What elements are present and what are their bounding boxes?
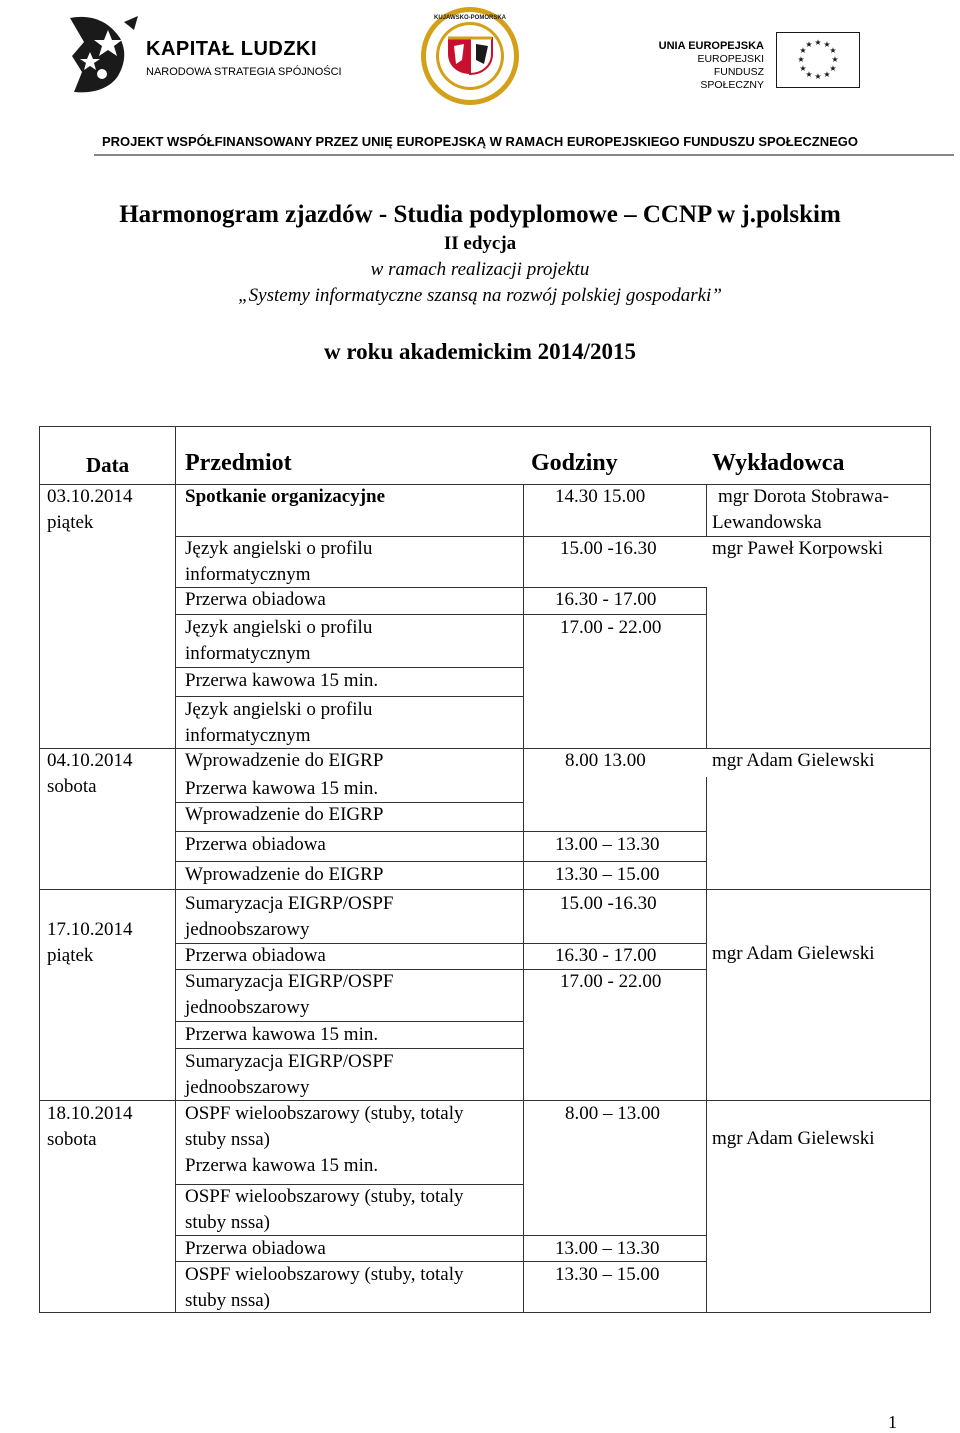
lecturer-name: mgr Dorota Stobrawa- (718, 486, 889, 507)
row-separator (175, 802, 523, 803)
day-separator (39, 748, 931, 749)
svg-text:★: ★ (823, 70, 831, 79)
row-subject: Przerwa kawowa 15 min. (185, 778, 379, 799)
row-subject-cont: informatycznym (185, 564, 311, 585)
row-subject-cont: stuby nssa) (185, 1290, 270, 1311)
column-divider (706, 777, 707, 889)
row-subject: Przerwa kawowa 15 min. (185, 670, 379, 691)
academic-year: w roku akademickim 2014/2015 (323, 339, 637, 364)
row-subject: Przerwa kawowa 15 min. (185, 1024, 379, 1045)
lecturer-name: mgr Adam Gielewski (712, 750, 875, 771)
row-subject-cont: stuby nssa) (185, 1212, 270, 1233)
eu-name: UNIA EUROPEJSKA (658, 40, 764, 52)
column-divider (523, 536, 524, 748)
lecturer-name-cont: Lewandowska (712, 512, 822, 533)
row-separator (175, 1184, 523, 1185)
header-subject: Przedmiot (185, 450, 292, 476)
svg-text:★: ★ (829, 64, 837, 73)
kapital-ludzki-subtitle: NARODOWA STRATEGIA SPÓJNOŚCI (146, 66, 342, 78)
document-title: Harmonogram zjazdów - Studia podyplomowe – CCNP w j.polskim (119, 201, 841, 228)
svg-text:KUJAWSKO-POMORSKA: KUJAWSKO-POMORSKA (433, 15, 507, 21)
lecturer-name: mgr Adam Gielewski (712, 1128, 875, 1149)
row-hours: 13.00 – 13.30 (555, 834, 660, 855)
row-subject: Przerwa obiadowa (185, 834, 326, 855)
row-subject: Przerwa obiadowa (185, 589, 326, 610)
row-separator (175, 1261, 706, 1262)
kapital-ludzki-logo (68, 12, 340, 98)
day-weekday: piątek (47, 512, 94, 533)
row-hours: 16.30 - 17.00 (555, 589, 657, 610)
svg-text:★: ★ (799, 64, 807, 73)
row-hours: 13.30 – 15.00 (555, 1264, 660, 1285)
header-divider (94, 154, 954, 156)
svg-text:★: ★ (799, 46, 807, 55)
row-hours: 14.30 15.00 (555, 486, 646, 507)
row-subject: Język angielski o profilu (185, 538, 373, 559)
svg-text:★: ★ (829, 46, 837, 55)
svg-text:★: ★ (814, 38, 822, 47)
row-subject: Język angielski o profilu (185, 617, 373, 638)
day-date: 17.10.2014 (47, 919, 133, 940)
row-separator (175, 831, 706, 832)
row-subject: OSPF wieloobszarowy (stuby, totaly (185, 1264, 464, 1285)
row-separator (175, 587, 706, 588)
row-subject: Wprowadzenie do EIGRP (185, 864, 384, 885)
row-hours: 13.30 – 15.00 (555, 864, 660, 885)
row-hours: 17.00 - 22.00 (560, 971, 662, 992)
column-divider (523, 748, 524, 889)
day-separator (39, 1100, 931, 1101)
edition-label: II edycja (443, 233, 517, 254)
column-divider (523, 484, 524, 536)
kapital-ludzki-title: KAPITAŁ LUDZKI (146, 38, 318, 60)
row-hours: 16.30 - 17.00 (555, 945, 657, 966)
row-subject: Sumaryzacja EIGRP/OSPF (185, 893, 394, 914)
eu-fund-line2: FUNDUSZ SPOŁECZNY (700, 66, 764, 91)
row-subject-cont: jednoobszarowy (185, 919, 310, 940)
eu-fund-line1: EUROPEJSKI (697, 53, 764, 65)
row-subject: Sumaryzacja EIGRP/OSPF (185, 971, 394, 992)
row-subject-cont: stuby nssa) (185, 1129, 270, 1150)
row-hours: 15.00 -16.30 (560, 893, 657, 914)
row-subject: Przerwa obiadowa (185, 945, 326, 966)
row-separator (175, 614, 706, 615)
row-subject-cont: jednoobszarowy (185, 1077, 310, 1098)
row-subject: OSPF wieloobszarowy (stuby, totaly (185, 1103, 464, 1124)
column-divider (706, 1100, 707, 1313)
column-divider (523, 889, 524, 1100)
row-subject-cont: jednoobszarowy (185, 997, 310, 1018)
row-separator (175, 1021, 523, 1022)
row-subject: Wprowadzenie do EIGRP (185, 804, 384, 825)
lecturer-name: mgr Paweł Korpowski (712, 538, 883, 559)
svg-text:★: ★ (805, 40, 813, 49)
table-header-separator (39, 484, 931, 485)
project-intro: w ramach realizacji projektu (370, 259, 590, 280)
lecturer-name: mgr Adam Gielewski (712, 943, 875, 964)
svg-text:★: ★ (814, 72, 822, 81)
day-weekday: sobota (47, 776, 97, 797)
column-divider (706, 889, 707, 1100)
column-divider (523, 1100, 524, 1313)
row-separator (175, 1235, 706, 1236)
day-weekday: sobota (47, 1129, 97, 1150)
svg-text:★: ★ (805, 70, 813, 79)
row-separator (175, 536, 931, 537)
row-subject: Spotkanie organizacyjne (185, 486, 386, 507)
row-separator (175, 861, 706, 862)
row-separator (175, 667, 523, 668)
university-seal-icon (418, 4, 522, 108)
page-number: 1 (888, 1412, 897, 1432)
row-hours: 15.00 -16.30 (560, 538, 657, 559)
header-date: Data (86, 453, 130, 477)
row-separator (175, 1048, 523, 1049)
svg-text:★: ★ (797, 55, 805, 64)
svg-text:★: ★ (823, 40, 831, 49)
row-separator (175, 696, 523, 697)
row-subject: Przerwa kawowa 15 min. (185, 1155, 379, 1176)
day-date: 04.10.2014 (47, 750, 133, 771)
column-divider (175, 426, 176, 1313)
cofinancing-notice: PROJEKT WSPÓŁFINANSOWANY PRZEZ UNIĘ EUROPEJSKĄ W RAMACH EUROPEJSKIEGO FUNDUSZU SPOŁECZNEGO (102, 134, 858, 149)
row-subject: OSPF wieloobszarowy (stuby, totaly (185, 1186, 464, 1207)
row-hours: 17.00 - 22.00 (560, 617, 662, 638)
row-subject: Przerwa obiadowa (185, 1238, 326, 1259)
row-hours: 8.00 13.00 (565, 750, 646, 771)
row-separator (175, 969, 706, 970)
eu-flag-icon (776, 32, 860, 88)
column-divider (706, 484, 707, 536)
row-separator (175, 943, 706, 944)
row-subject: Wprowadzenie do EIGRP (185, 750, 384, 771)
day-date: 18.10.2014 (47, 1103, 133, 1124)
header-lecturer: Wykładowca (712, 450, 845, 476)
column-divider (706, 587, 707, 748)
row-subject-cont: informatycznym (185, 643, 311, 664)
row-subject-cont: informatycznym (185, 725, 311, 746)
day-separator (39, 889, 931, 890)
eu-social-fund-logo (650, 30, 860, 91)
day-date: 03.10.2014 (47, 486, 133, 507)
svg-text:★: ★ (831, 55, 839, 64)
row-subject: Sumaryzacja EIGRP/OSPF (185, 1051, 394, 1072)
day-weekday: piątek (47, 945, 94, 966)
header-hours: Godziny (531, 450, 618, 476)
row-hours: 13.00 – 13.30 (555, 1238, 660, 1259)
row-hours: 8.00 – 13.00 (565, 1103, 660, 1124)
row-subject: Język angielski o profilu (185, 699, 373, 720)
kapital-ludzki-mark-icon (68, 12, 142, 96)
project-name: „Systemy informatyczne szansą na rozwój polskiej gospodarki” (238, 285, 722, 306)
